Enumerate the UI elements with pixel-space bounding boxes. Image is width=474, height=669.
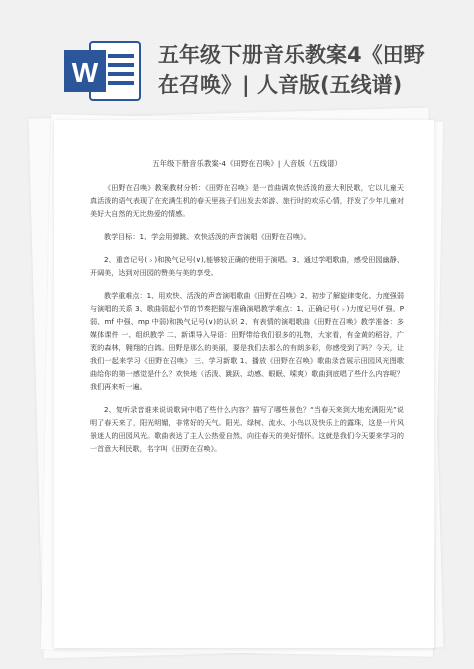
svg-text:W: W	[71, 57, 99, 88]
title-line-2: 在召唤》| 人音版(五线谱)	[158, 73, 403, 97]
header	[0, 0, 474, 120]
paragraph-analysis: 《田野在召唤》教案教材分析：《田野在召唤》是一首曲调欢快活泼的意大利民歌，它以儿童天真活泼的语气表现了在充满生机的春天里孩子们出发去郊游、旅行时的欢乐心情，抒发了少年儿童对美好大自然的无比热爱的情感。	[90, 183, 404, 218]
word-logo-icon	[64, 38, 144, 104]
document-page	[54, 120, 434, 648]
paragraph-listening: 2、复听录音谁来说说歌词中唱了些什么内容？描写了哪些景色？“当春天来到大地充满阳光”说明了春天来了，阳光明媚，非常好的天气。阳光、绿树、流水、小鸟以及快乐上的露珠，这是一片风景迷人的田园风光。歌曲表达了主人公热爱自然、向往春天的美好情怀。这就是我们今天要来学习的一首意大利民歌，名字叫《田野在召唤》。	[90, 405, 404, 453]
paragraph-goal-2: 2、重音记号(﹥)和换气记号(∨),能够较正确的使用于演唱。3、通过学唱歌曲，感受田园幽静、开阔美，达到对田园的赞美与美的享受。	[90, 255, 404, 277]
paragraph-key-points: 教学重难点：1、用欢快、活泼的声音演唱歌曲《田野在召唤》2、初步了解旋律变化、力度强弱与演唱的关系 3、歌曲弱起小节的节奏把握与准确演唱教学难点：1、正确记号(﹥)力度记号(f 强、P 弱、mf 中强、mp 中弱)和换气记号(∨)的认识 2、有表情的演唱歌曲《田野在召唤》教学准备：多媒体课件 一、组织教学 二、新课导入导语：田野带给我们很多的礼物，大家看，有金黄的稻谷，广袤的森林，翱翔的白鸽。田野是那么的美丽，要是我们去那么的有朗多彩，你感受到了吗？今天，让我们一起来学习《田野在召唤》 三、学习新歌 1、播放《田野在召唤》歌曲录音展示田园风光图歌曲给你的第一感觉是什么？欢快地（活泼、跳跃、动感、眼眠、嗦爽）歌曲到底唱了些什么内容呢？我们再来听一遍。	[90, 291, 404, 391]
title-line-1: 五年级下册音乐教案4《田野	[158, 43, 425, 67]
document-title: 五年级下册音乐教案-4《田野在召唤》| 人音版（五线谱）	[152, 159, 342, 168]
paragraph-goal-1: 教学目标：1、学会用弹跳、欢快活泼的声音演唱《田野在召唤》。	[104, 232, 311, 241]
page-title	[158, 40, 458, 100]
